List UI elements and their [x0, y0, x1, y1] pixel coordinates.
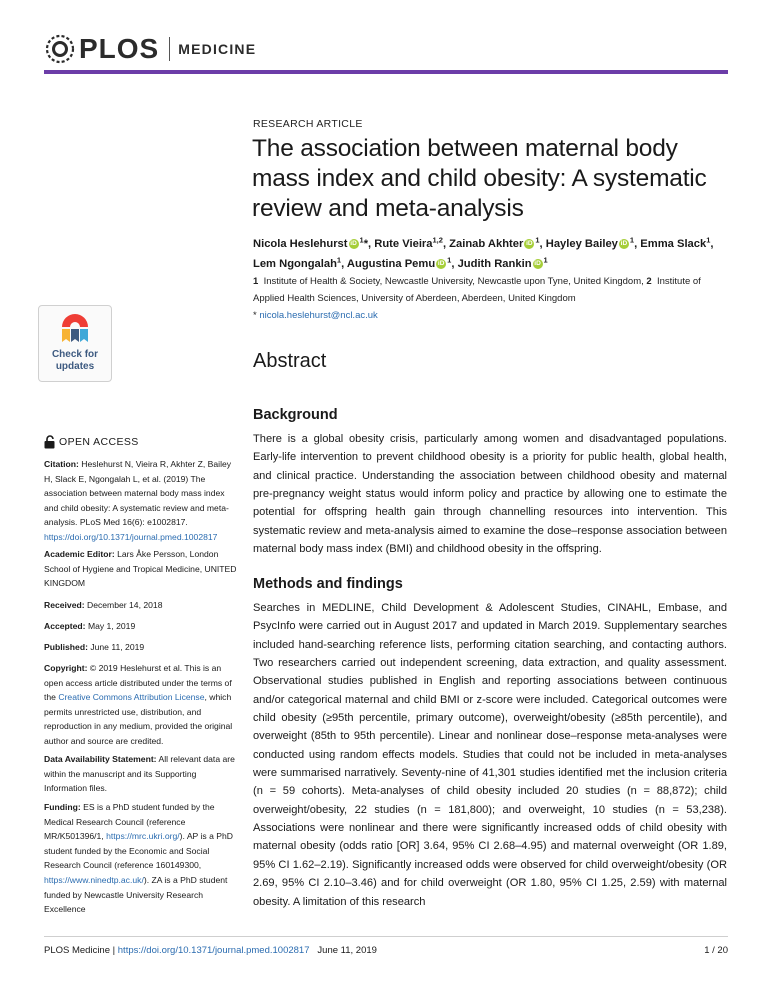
plos-logo-icon	[44, 33, 76, 65]
abstract-heading: Abstract	[253, 350, 327, 372]
article-title: The association between maternal body mass index and child obesity: A systematic review and meta-analysis	[252, 135, 707, 222]
orcid-icon[interactable]: iD	[526, 240, 533, 248]
brand-name: PLOS	[79, 33, 160, 64]
crossmark-line1: Check for	[51, 349, 99, 360]
author-name[interactable]: Nicola Heslehurst iD $^1$*	[253, 235, 369, 250]
copyright-block: Copyright: © 2019 Heslehurst et al. This is an open access article distributed under the terms of the Creative Commons Attribution License, which permits unrestricted use, distribution, and reproduction in any medium, provided the original author and source are credited.	[44, 663, 233, 746]
funding-block: Funding: ES is a PhD student funded by the Medical Research Council (reference MR/K501396/1, https://mrc.ukri.org/). AP is a PhD student funded by the Economic and Social Research Council (reference 160149300, https://www.ninedtp.ac.uk/). ZA is a PhD student funded by Newcastle University Research Excellence	[44, 802, 233, 915]
author-name[interactable]: Zainab Akhter iD $^1$	[449, 235, 540, 250]
data-availability: Data Availability Statement: All relevant data are within the manuscript and its Supporting Information files.	[44, 754, 235, 794]
page-footer: PLOS Medicine | https://doi.org/10.1371/journal.pmed.1002817 June 11, 2019	[44, 945, 377, 956]
page-number: 1 / 20	[704, 945, 728, 956]
footer-date: June 11, 2019	[317, 945, 377, 956]
open-lock-icon	[44, 435, 55, 449]
affiliations: 1 Institute of Health & Society, Newcastle University, Newcastle upon Tyne, United Kingdom, 2 Institute of Applied Health Sciences, University of Aberdeen, Aberdeen, United Kingdom	[253, 276, 701, 304]
open-access-label: OPEN ACCESS	[44, 435, 139, 449]
academic-editor: Academic Editor: Lars Åke Persson, London School of Hygiene and Tropical Medicine, UNITED KINGDOM	[44, 549, 237, 589]
check-for-updates-badge[interactable]	[38, 305, 112, 382]
header-rule	[44, 70, 728, 74]
author-name[interactable]: Lem Ngongalah$^1$	[253, 255, 342, 270]
citation-doi-link[interactable]: https://doi.org/10.1371/journal.pmed.1002817	[44, 531, 218, 542]
received-date: Received: December 14, 2018	[44, 600, 163, 610]
published-date: Published: June 11, 2019	[44, 642, 145, 652]
orcid-icon[interactable]: iD	[350, 240, 357, 248]
ninedtp-link[interactable]: https://www.ninedtp.ac.uk/	[44, 874, 144, 885]
methods-heading: Methods and findings	[253, 576, 403, 592]
journal-header	[44, 30, 256, 68]
crossmark-line2: updates	[55, 360, 95, 372]
author-name[interactable]: Hayley Bailey iD $^1$	[545, 235, 635, 250]
license-link[interactable]: Creative Commons Attribution License	[58, 692, 205, 703]
citation-block: Citation: Heslehurst N, Vieira R, Akhter Z, Bailey H, Slack E, Ngongalah L, et al. (2019) The association between maternal body mass index and child obesity: A systematic review and meta-analysis. PLoS Med 16(6): e1002817. https://doi.org/10.1371/journal.pmed.1002817	[44, 459, 232, 542]
background-text: There is a global obesity crisis, particularly among women and disadvantaged populations. Early-life intervention to prevent childhood obesity is a priority for public health, global health, and clinical practice. Understanding the association between childhood obesity and maternal pre-pregnancy weight status would inform policy and practice by allowing one to estimate the potential for offspring health gain through channelling resources into intervention. This systematic review and meta-analysis aimed to examine the dose–response association between maternal body mass index (BMI) and childhood obesity in the offspring.	[253, 433, 727, 556]
author-name[interactable]: Emma Slack$^1$	[640, 235, 711, 250]
corresponding-email: * nicola.heslehurst@ncl.ac.uk	[253, 310, 378, 321]
author-name[interactable]: Augustina Pemu iD $^1$	[346, 255, 452, 270]
background-heading: Background	[253, 407, 338, 423]
article-type: RESEARCH ARTICLE	[253, 118, 363, 130]
crossmark-icon	[60, 312, 90, 344]
author-list: Nicola Heslehurst iD $^1$*, Rute Vieira$^{1,2}$, Zainab Akhter iD $^1$, Hayley Bailey iD $^1$, Emma Slack$^1$, Lem Ngongalah$^1$, Augustina Pemu iD $^1$, Judith Rankin iD $^1$	[253, 235, 714, 270]
orcid-icon[interactable]: iD	[534, 260, 541, 268]
mrc-link[interactable]: https://mrc.ukri.org/	[106, 831, 180, 842]
author-name[interactable]: Rute Vieira$^{1,2}$	[374, 235, 443, 250]
email-link[interactable]: nicola.heslehurst@ncl.ac.uk	[259, 310, 378, 321]
journal-name: MEDICINE	[178, 41, 257, 57]
methods-text: Searches in MEDLINE, Child Development & Adolescent Studies, CINAHL, Embase, and PsycInfo were carried out in August 2017 and updated in March 2019. Supplementary searches included hand-searching reference lists, performing citation searching, and contacting authors. Two researchers carried out independent screening, data extraction, and quality assessment. Observational studies published in English and reporting associations between continuous and/or categorical maternal and child BMI or z-score were included. Categorical outcomes were child obesity (≥95th percentile, primary outcome), overweight/obesity (≥85th percentile), and overweight (85th to 95th percentile). Linear and nonlinear dose–response meta-analyses were conducted using random effects models. Studies that could not be included in meta-analyses were summarised narratively. Seventy-nine of 41,301 studies identified met the inclusion criteria (n = 59 cohorts). Meta-analyses of child obesity included 20 studies (n = 88,872); child overweight/obesity, 22 studies (n = 181,800); and overweight, 10 studies (n = 53,238). Associations were nonlinear and there were significantly increased odds of child obesity with maternal obesity (odds ratio [OR] 3.64, 95% CI 2.68–4.95) and maternal overweight (OR 1.89, 95% CI 1.62–2.19). Significantly increased odds were observed for child overweight/obesity (OR 2.69, 95% CI 2.10–3.46) and for child overweight (OR 1.80, 95% CI 1.25, 2.59) with maternal obesity. A limitation of this research	[253, 602, 727, 908]
orcid-icon[interactable]: iD	[620, 240, 628, 248]
author-name[interactable]: Judith Rankin iD $^1$	[457, 255, 548, 270]
logo-divider	[169, 37, 170, 61]
accepted-date: Accepted: May 1, 2019	[44, 621, 136, 631]
footer-doi-link[interactable]: https://doi.org/10.1371/journal.pmed.1002817	[117, 945, 310, 956]
orcid-icon[interactable]: iD	[437, 260, 445, 268]
footer-rule	[44, 936, 728, 937]
